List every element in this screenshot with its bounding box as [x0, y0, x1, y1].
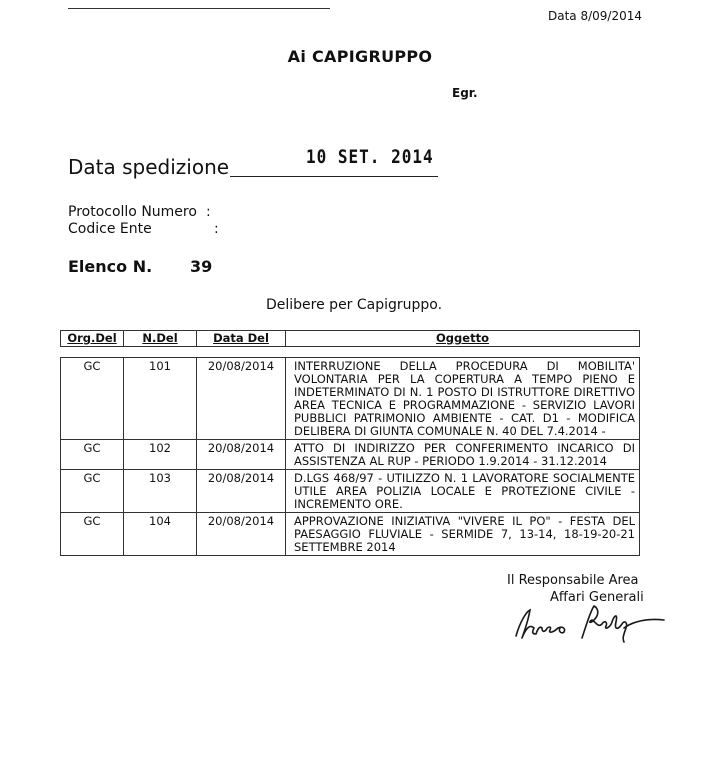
- table-header: [60, 330, 640, 347]
- row-org: GC: [61, 470, 124, 513]
- signatory-office: Affari Generali: [550, 590, 644, 605]
- row-date: 20/08/2014: [197, 470, 286, 513]
- row-subject: APPROVAZIONE INIZIATIVA "VIVERE IL PO" - FESTA DEL PAESAGGIO FLUVIALE - SERMIDE 7, 13-14, 18-19-20-21 SETTEMBRE 2014: [286, 513, 640, 556]
- row-num: 102: [124, 440, 197, 470]
- row-subject: INTERRUZIONE DELLA PROCEDURA DI MOBILITA' VOLONTARIA PER LA COPERTURA A TEMPO PIENO E INDETERMINATO DI N. 1 POSTO DI ISTRUTTORE DIRETTIVO AREA TECNICA E PROGRAMMAZIONE - SERVIZIO LAVORI PUBBLICI PATRIMONIO AMBIENTE - CAT. D1 - MODIFICA DELIBERA DI GIUNTA COMUNALE N. 40 DEL 7.4.2014 -: [286, 358, 640, 440]
- row-subject: ATTO DI INDIRIZZO PER CONFERIMENTO INCARICO DI ASSISTENZA AL RUP - PERIODO 1.9.2014 - 31.12.2014: [286, 440, 640, 470]
- table-row: [61, 513, 640, 556]
- row-date: 20/08/2014: [197, 358, 286, 440]
- list-number: 39: [190, 257, 213, 276]
- header-num: N.Del: [124, 331, 197, 347]
- page-title: Ai CAPIGRUPPO: [287, 47, 433, 66]
- document-subtitle: Delibere per Capigruppo.: [266, 297, 443, 313]
- top-rule: [68, 8, 330, 9]
- salutation: Egr.: [452, 86, 478, 100]
- row-num: 101: [124, 358, 197, 440]
- header-org: Org.Del: [61, 331, 124, 347]
- entity-code-label: Codice Ente: [68, 221, 152, 237]
- handwritten-signature: [508, 598, 668, 650]
- deliberations-table: [60, 357, 640, 556]
- table-row: [61, 470, 640, 513]
- protocol-label: Protocollo Numero: [68, 204, 197, 220]
- row-date: 20/08/2014: [197, 513, 286, 556]
- row-num: 104: [124, 513, 197, 556]
- protocol-colon: :: [206, 204, 211, 220]
- dispatch-underline: [230, 176, 438, 177]
- list-label: Elenco N.: [68, 257, 153, 276]
- dispatch-date-stamp: 10 SET. 2014: [306, 145, 434, 168]
- row-date: 20/08/2014: [197, 440, 286, 470]
- row-num: 103: [124, 470, 197, 513]
- header-date: Data Del: [197, 331, 286, 347]
- table-row: [61, 358, 640, 440]
- table-row: [61, 440, 640, 470]
- document-date: Data 8/09/2014: [548, 9, 642, 23]
- row-org: GC: [61, 440, 124, 470]
- row-subject: D.LGS 468/97 - UTILIZZO N. 1 LAVORATORE SOCIALMENTE UTILE AREA POLIZIA LOCALE E PROTEZIONE CIVILE - INCREMENTO ORE.: [286, 470, 640, 513]
- signatory-title: Il Responsabile Area: [507, 573, 639, 588]
- row-org: GC: [61, 358, 124, 440]
- header-subject: Oggetto: [286, 331, 640, 347]
- dispatch-label: Data spedizione: [68, 155, 230, 179]
- row-org: GC: [61, 513, 124, 556]
- entity-code-colon: :: [214, 221, 219, 237]
